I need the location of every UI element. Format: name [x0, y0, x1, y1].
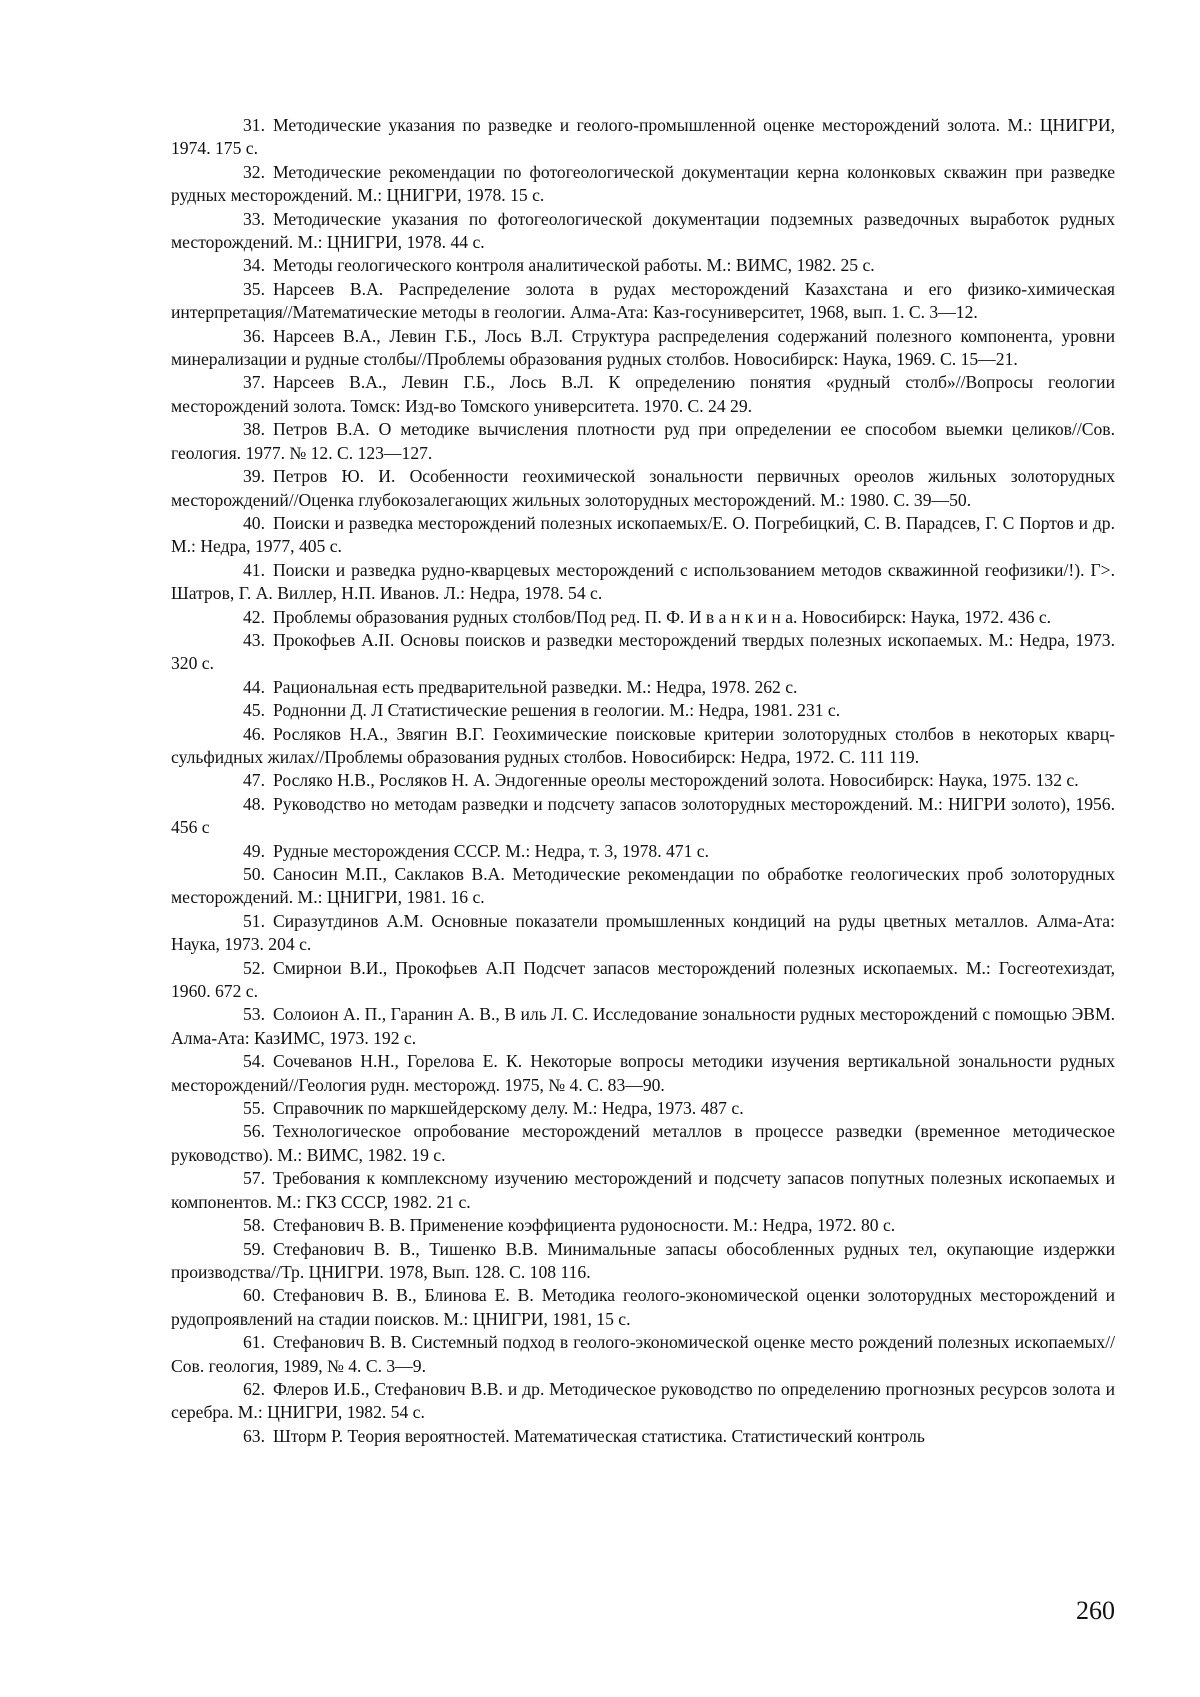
- reference-text: Сочеванов Н.Н., Горелова Е. К. Некоторые вопросы методики изучения вертикальной зональности рудных месторождений//Геология рудн. месторожд. 1975, № 4. С. 83—90.: [171, 1051, 1115, 1095]
- reference-number: 32.: [243, 161, 265, 182]
- reference-text: Роднонни Д. Л Статистические решения в геологии. М.: Недра, 1981. 231 с.: [273, 700, 841, 721]
- reference-number: 39.: [243, 466, 265, 487]
- reference-number: 41.: [243, 559, 265, 580]
- reference-item: [171, 957, 1115, 1004]
- reference-number: 61.: [243, 1332, 265, 1353]
- reference-text: Стефанович В. В., Блинова Е. В. Методика геолого-экономической оценки золоторудных месторождений и рудопроявлений на стадии поисков. М.: ЦНИГРИ, 1981, 15 с.: [171, 1285, 1115, 1329]
- reference-item: [171, 114, 1115, 161]
- reference-item: [171, 699, 1115, 722]
- reference-number: 34.: [243, 255, 265, 276]
- reference-number: 63.: [243, 1425, 265, 1446]
- reference-text: Проблемы образования рудных столбов/Под ред. П. Ф. И в а н к и н а. Новосибирск: Наука, 1972. 436 с.: [273, 606, 1052, 627]
- reference-text: Требования к комплексному изучению месторождений и подсчету запасов попутных полезных ископаемых и компонентов. М.: ГКЗ СССР, 1982. 21 с.: [171, 1168, 1115, 1212]
- reference-item: [171, 559, 1115, 606]
- reference-item: [171, 278, 1115, 325]
- reference-item: [171, 1050, 1115, 1097]
- reference-item: [171, 1331, 1115, 1378]
- reference-item: [171, 161, 1115, 208]
- reference-number: 60.: [243, 1285, 265, 1306]
- reference-item: [171, 629, 1115, 676]
- reference-text: Технологическое опробование месторождений металлов в процессе разведки (временное методическое руководство). М.: ВИМС, 1982. 19 с.: [171, 1121, 1115, 1165]
- reference-number: 56.: [243, 1121, 265, 1142]
- reference-number: 36.: [243, 325, 265, 346]
- reference-text: Петров Ю. И. Особенности геохимической зональности первичных ореолов жильных золоторудных месторождений//Оценка глубокозалегающих жильных золоторудных месторождений. М.: 1980. С. 39—50.: [171, 466, 1115, 510]
- reference-item: [171, 1284, 1115, 1331]
- reference-number: 55.: [243, 1098, 265, 1119]
- reference-text: Рудные месторождения СССР. М.: Недра, т. 3, 1978. 471 с.: [273, 840, 709, 861]
- reference-item: [171, 1167, 1115, 1214]
- reference-text: Сиразутдинов А.М. Основные показатели промышленных кондиций на руды цветных металлов. Алма-Ата: Наука, 1973. 204 с.: [171, 910, 1115, 955]
- reference-number: 35.: [243, 278, 265, 299]
- reference-number: 45.: [243, 700, 265, 721]
- reference-item: [171, 863, 1115, 910]
- reference-text: Методические рекомендации по фотогеологической документации керна колонковых скважин при разведке рудных месторождений. М.: ЦНИГРИ, 1978. 15 с.: [171, 161, 1115, 206]
- page-number: 260: [1076, 1596, 1115, 1625]
- reference-text: Стефанович В. В. Системный подход в геолого-экономической оценке место рождений полезных ископаемых//Сов. геология, 1989, № 4. С. 3—9.: [171, 1332, 1115, 1376]
- reference-item: [171, 723, 1115, 770]
- reference-item: [171, 371, 1115, 418]
- reference-item: [171, 840, 1115, 863]
- reference-item: [171, 606, 1115, 629]
- reference-text: Рациональная есть предварительной разведки. М.: Недра, 1978. 262 с.: [273, 676, 798, 697]
- reference-number: 59.: [243, 1238, 265, 1259]
- reference-text: Флеров И.Б., Стефанович В.В. и др. Методическое руководство по определению прогнозных ресурсов золота и серебра. М.: ЦНИГРИ, 1982. 54 с.: [171, 1378, 1115, 1423]
- reference-text: Стефанович В. В., Тишенко В.В. Минимальные запасы обособленных рудных тел, окупающие издержки производства//Тр. ЦНИГРИ. 1978, Вып. 128. С. 108 116.: [171, 1238, 1115, 1282]
- reference-number: 42.: [243, 606, 265, 627]
- reference-item: [171, 676, 1115, 699]
- reference-text: Росляков Н.А., Звягин В.Г. Геохимические поисковые критерии золоторудных столбов в некоторых кварц-сульфидных жилах//Проблемы образования рудных столбов. Новосибирск: Недра, 1972. С. 111 119.: [171, 723, 1115, 767]
- reference-number: 40.: [243, 512, 265, 533]
- reference-item: [171, 325, 1115, 372]
- reference-item: [171, 254, 1115, 277]
- reference-item: [171, 208, 1115, 255]
- reference-item: [171, 418, 1115, 465]
- reference-text: Росляко Н.В., Росляков Н. А. Эндогенные ореолы месторождений золота. Новосибирск: Наука, 1975. 132 с.: [273, 770, 1079, 791]
- reference-item: [171, 1425, 1115, 1448]
- reference-number: 58.: [243, 1215, 265, 1236]
- reference-item: [171, 1120, 1115, 1167]
- reference-item: [171, 769, 1115, 792]
- reference-text: Нарсеев В.А., Левин Г.Б., Лось В.Л. К определению понятия «рудный столб»//Вопросы геологии месторождений золота. Томск: Изд-во Томского университета. 1970. С. 24 29.: [171, 372, 1115, 416]
- reference-number: 54.: [243, 1051, 265, 1072]
- reference-text: Саносин М.П., Саклаков В.А. Методические рекомендации по обработке геологических проб золоторудных месторождений. М.: ЦНИГРИ, 1981. 16 с.: [171, 864, 1115, 908]
- reference-number: 37.: [243, 372, 265, 393]
- document-page: [171, 114, 1115, 1448]
- reference-number: 50.: [243, 864, 265, 884]
- reference-number: 53.: [243, 1004, 265, 1025]
- reference-text: Стефанович В. В. Применение коэффициента рудоносности. М.: Недра, 1972. 80 с.: [273, 1215, 896, 1236]
- reference-list: [171, 114, 1115, 1448]
- reference-text: Методы геологического контроля аналитической работы. М.: ВИМС, 1982. 25 с.: [273, 255, 875, 276]
- reference-item: [171, 465, 1115, 512]
- reference-text: Смирнои В.И., Прокофьев А.П Подсчет запасов месторождений полезных ископаемых. М.: Госгеотехиздат, 1960. 672 с.: [171, 957, 1115, 1002]
- reference-item: [171, 1214, 1115, 1237]
- reference-text: Шторм Р. Теория вероятностей. Математическая статистика. Статистический контроль: [273, 1425, 925, 1446]
- reference-text: Справочник по маркшейдерскому делу. М.: Недра, 1973. 487 с.: [273, 1098, 744, 1119]
- reference-text: Методические указания по разведке и геолого-промышленной оценке месторождений золота. М.: ЦНИГРИ, 1974. 175 с.: [171, 115, 1115, 159]
- reference-text: Руководство но методам разведки и подсчету запасов золоторудных месторождений. М.: НИГРИ золото), 1956. 456 с: [171, 793, 1115, 838]
- reference-number: 48.: [243, 793, 265, 814]
- reference-text: Нарсеев В.А. Распределение золота в рудах месторождений Казахстана и его физико-химическая интерпретация//Математические методы в геологии. Алма-Ата: Каз-госуниверситет, 1968, вып. 1. С. 3—12.: [171, 278, 1115, 323]
- reference-number: 38.: [243, 419, 265, 440]
- reference-text: Нарсеев В.А., Левин Г.Б., Лось В.Л. Структура распределения содержаний полезного компонента, уровни минерализации и рудные столбы//Проблемы образования рудных столбов. Новосибирск: Наука, 1969. С. 15—21.: [171, 325, 1115, 370]
- reference-item: [171, 793, 1115, 840]
- reference-text: Поиски и разведка месторождений полезных ископаемых/Е. О. Погребицкий, С. В. Парадсев, Г. С Портов и др. М.: Недра, 1977, 405 с.: [171, 512, 1115, 557]
- reference-number: 49.: [243, 840, 265, 861]
- reference-text: Поиски и разведка рудно-кварцевых месторождений с использованием методов скважинной геофизики/!). Г>. Шатров, Г. А. Виллер, Н.П. Иванов. Л.: Недра, 1978. 54 с.: [171, 559, 1115, 604]
- reference-number: 52.: [243, 957, 265, 978]
- reference-number: 33.: [243, 208, 265, 229]
- reference-item: [171, 1097, 1115, 1120]
- reference-number: 57.: [243, 1168, 265, 1189]
- reference-number: 47.: [243, 770, 265, 791]
- reference-text: Солоион А. П., Гаранин А. В., В иль Л. С. Исследование зональности рудных месторождений с помощью ЭВМ. Алма-Ата: КазИМС, 1973. 192 с.: [171, 1004, 1115, 1048]
- reference-item: [171, 1378, 1115, 1425]
- reference-item: [171, 512, 1115, 559]
- reference-item: [171, 1238, 1115, 1285]
- reference-number: 43.: [243, 629, 265, 650]
- reference-item: [171, 910, 1115, 957]
- reference-number: 62.: [243, 1378, 265, 1399]
- reference-text: Прокофьев А.II. Основы поисков и разведки месторождений твердых полезных ископаемых. М.: Недра, 1973. 320 с.: [171, 629, 1115, 674]
- reference-number: 46.: [243, 723, 265, 744]
- reference-number: 44.: [243, 676, 265, 697]
- reference-item: [171, 1003, 1115, 1050]
- reference-text: Петров В.А. О методике вычисления плотности руд при определении ее способом выемки целиков//Сов. геология. 1977. № 12. С. 123—127.: [171, 419, 1115, 463]
- reference-number: 51.: [243, 910, 265, 931]
- reference-number: 31.: [243, 115, 265, 135]
- reference-text: Методические указания по фотогеологической документации подземных разведочных выработок рудных месторождений. М.: ЦНИГРИ, 1978. 44 с.: [171, 208, 1115, 253]
